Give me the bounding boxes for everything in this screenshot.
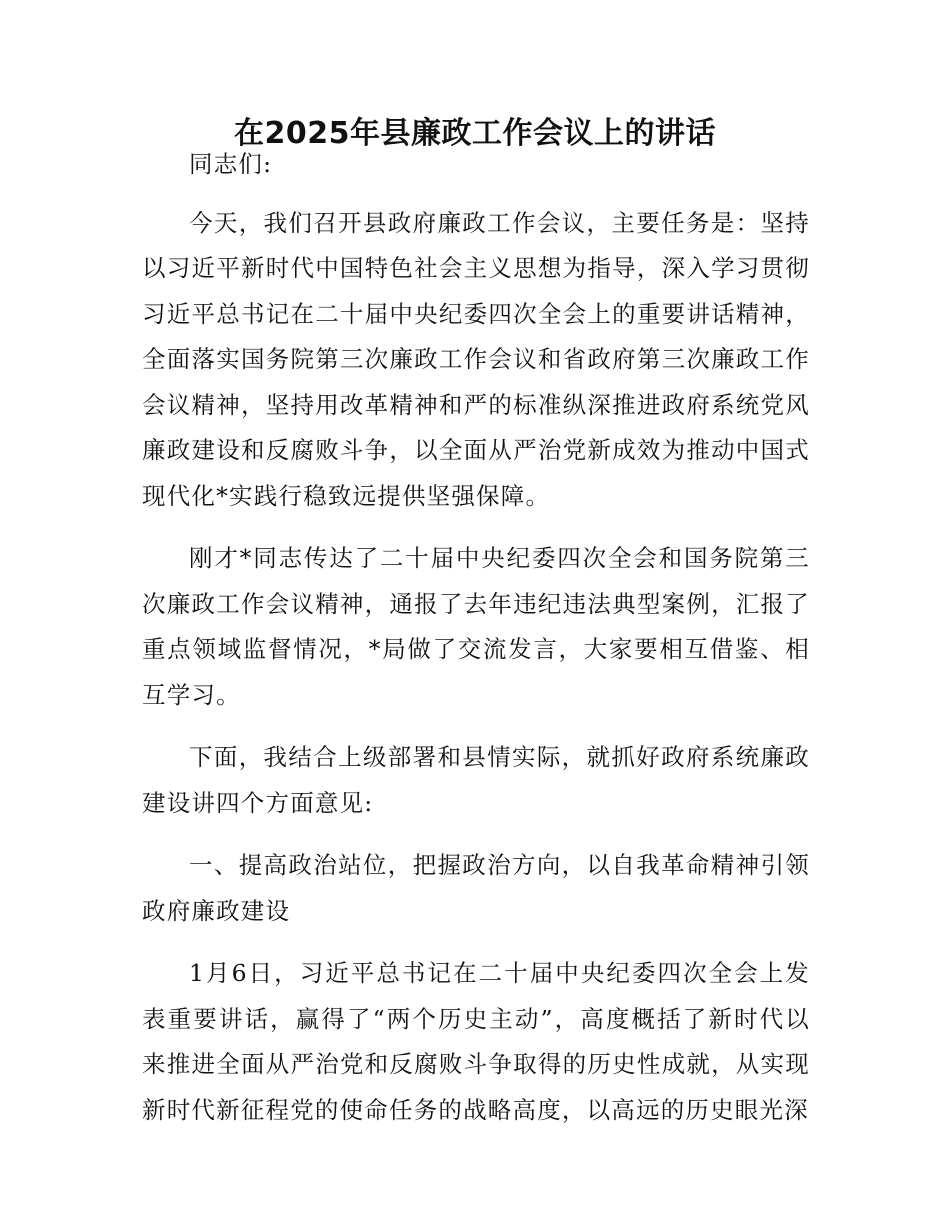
document-title: 在2025年县廉政工作会议上的讲话 — [234, 116, 716, 151]
review-paragraph: 刚才*同志传达了二十届中央纪委四次全会和国务院第三次廉政工作会议精神，通报了去年违纪违法典型案例，汇报了重点领域监督情况，*局做了交流发言，大家要相互借鉴、相互学习。 — [142, 544, 810, 709]
intro-paragraph: 今天，我们召开县政府廉政工作会议，主要任务是：坚持以习近平新时代中国特色社会主义思想为指导，深入学习贯彻习近平总书记在二十届中央纪委四次全会上的重要讲话精神，全面落实国务院第三次廉政工作会议和省政府第三次廉政工作会议精神，坚持用改革精神和严的标准纵深推进政府系统党风廉政建设和反腐败斗争，以全面从严治党新成效为推动中国式现代化*实践行稳致远提供坚强保障。 — [142, 208, 810, 510]
salutation-paragraph: 同志们: — [189, 150, 273, 178]
transition-paragraph: 下面，我结合上级部署和县情实际，就抓好政府系统廉政建设讲四个方面意见: — [142, 743, 810, 817]
section-1-paragraph: 1月6日，习近平总书记在二十届中央纪委四次全会上发表重要讲话，赢得了“两个历史主动”，高度概括了新时代以来推进全面从严治党和反腐败斗争取得的历史性成就，从实现新时代新征程党的使命任务的战略高度，以高远的历史眼光深 — [142, 959, 810, 1124]
section-heading-1: 一、提高政治站位，把握政治方向，以自我革命精神引领政府廉政建设 — [142, 851, 810, 925]
document-body — [142, 142, 810, 1150]
